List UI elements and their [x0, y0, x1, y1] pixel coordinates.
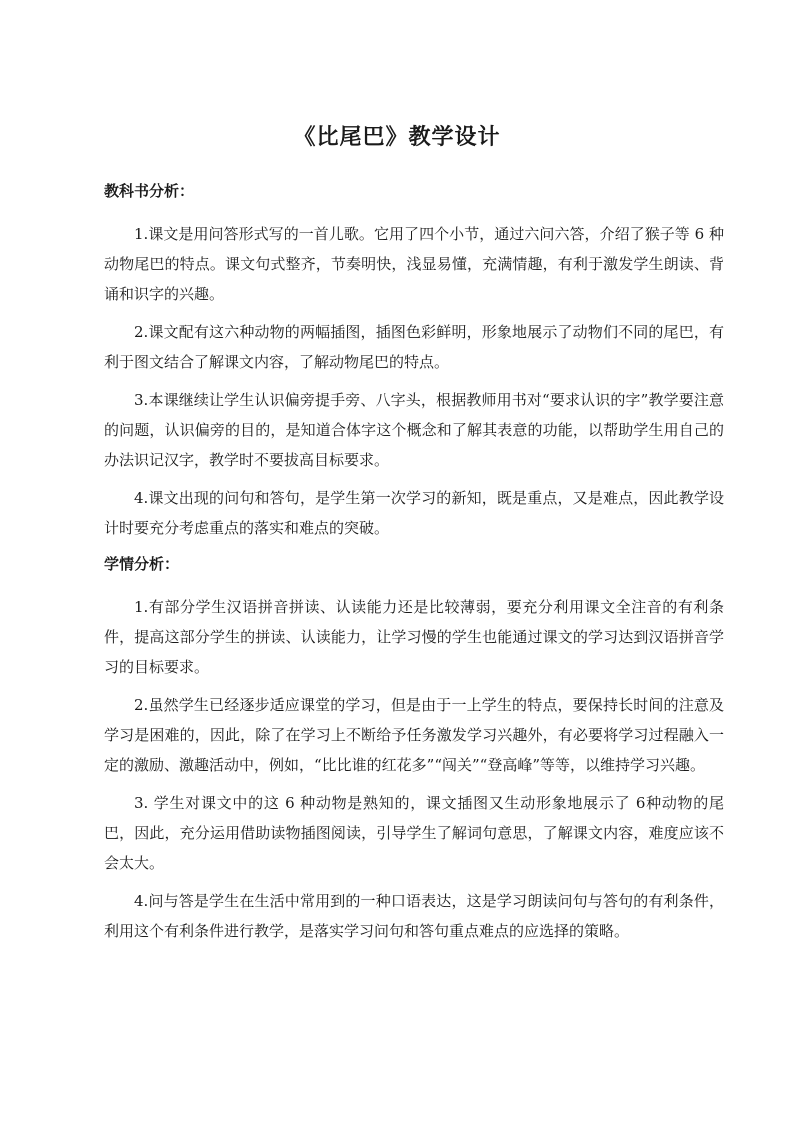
paragraph: 3.本课继续让学生认识偏旁提手旁、八字头，根据教师用书对“要求认识的字”教学要注意的问题，认识偏旁的目的，是知道合体字这个概念和了解其表意的功能，以帮助学生用自己的办法识记汉字，教学时不要拔高目标要求。 [104, 391, 724, 469]
section-student-analysis [104, 553, 724, 946]
section-textbook-analysis [104, 180, 724, 543]
paragraph: 1.课文是用问答形式写的一首儿歌。它用了四个小节，通过六问六答，介绍了猴子等 6 种动物尾巴的特点。课文句式整齐，节奏明快，浅显易懂，充满情趣，有利于激发学生朗读、背诵和识字的兴趣。 [104, 225, 724, 303]
paragraph: 3. 学生对课文中的这 6 种动物是熟知的，课文插图又生动形象地展示了 6种动物的尾巴，因此，充分运用借助读物插图阅读，引导学生了解词句意思，了解课文内容，难度应该不会太大。 [104, 794, 724, 872]
document-body [104, 180, 724, 954]
document-title: 《比尾巴》教学设计 [293, 124, 501, 150]
paragraph: 2.课文配有这六种动物的两幅插图，插图色彩鲜明，形象地展示了动物们不同的尾巴，有利于图文结合了解课文内容，了解动物尾巴的特点。 [104, 323, 724, 371]
paragraph: 4.问与答是学生在生活中常用到的一种口语表达，这是学习朗读问句与答句的有利条件，利用这个有利条件进行教学，是落实学习问句和答句重点难点的应选择的策略。 [104, 892, 724, 940]
paragraph: 2.虽然学生已经逐步适应课堂的学习，但是由于一上学生的特点，要保持长时间的注意及学习是困难的，因此，除了在学习上不断给予任务激发学习兴趣外，有必要将学习过程融入一定的激励、激趣活动中，例如，“比比谁的红花多”“闯关”“登高峰”等等，以维持学习兴趣。 [104, 696, 724, 774]
section-heading: 教科书分析： [104, 182, 195, 200]
section-heading: 学情分析： [104, 555, 180, 573]
paragraph: 1.有部分学生汉语拼音拼读、认读能力还是比较薄弱，要充分利用课文全注音的有利条件，提高这部分学生的拼读、认读能力，让学习慢的学生也能通过课文的学习达到汉语拼音学习的目标要求。 [104, 598, 724, 676]
paragraph: 4.课文出现的问句和答句，是学生第一次学习的新知，既是重点，又是难点，因此教学设计时要充分考虑重点的落实和难点的突破。 [104, 489, 724, 537]
